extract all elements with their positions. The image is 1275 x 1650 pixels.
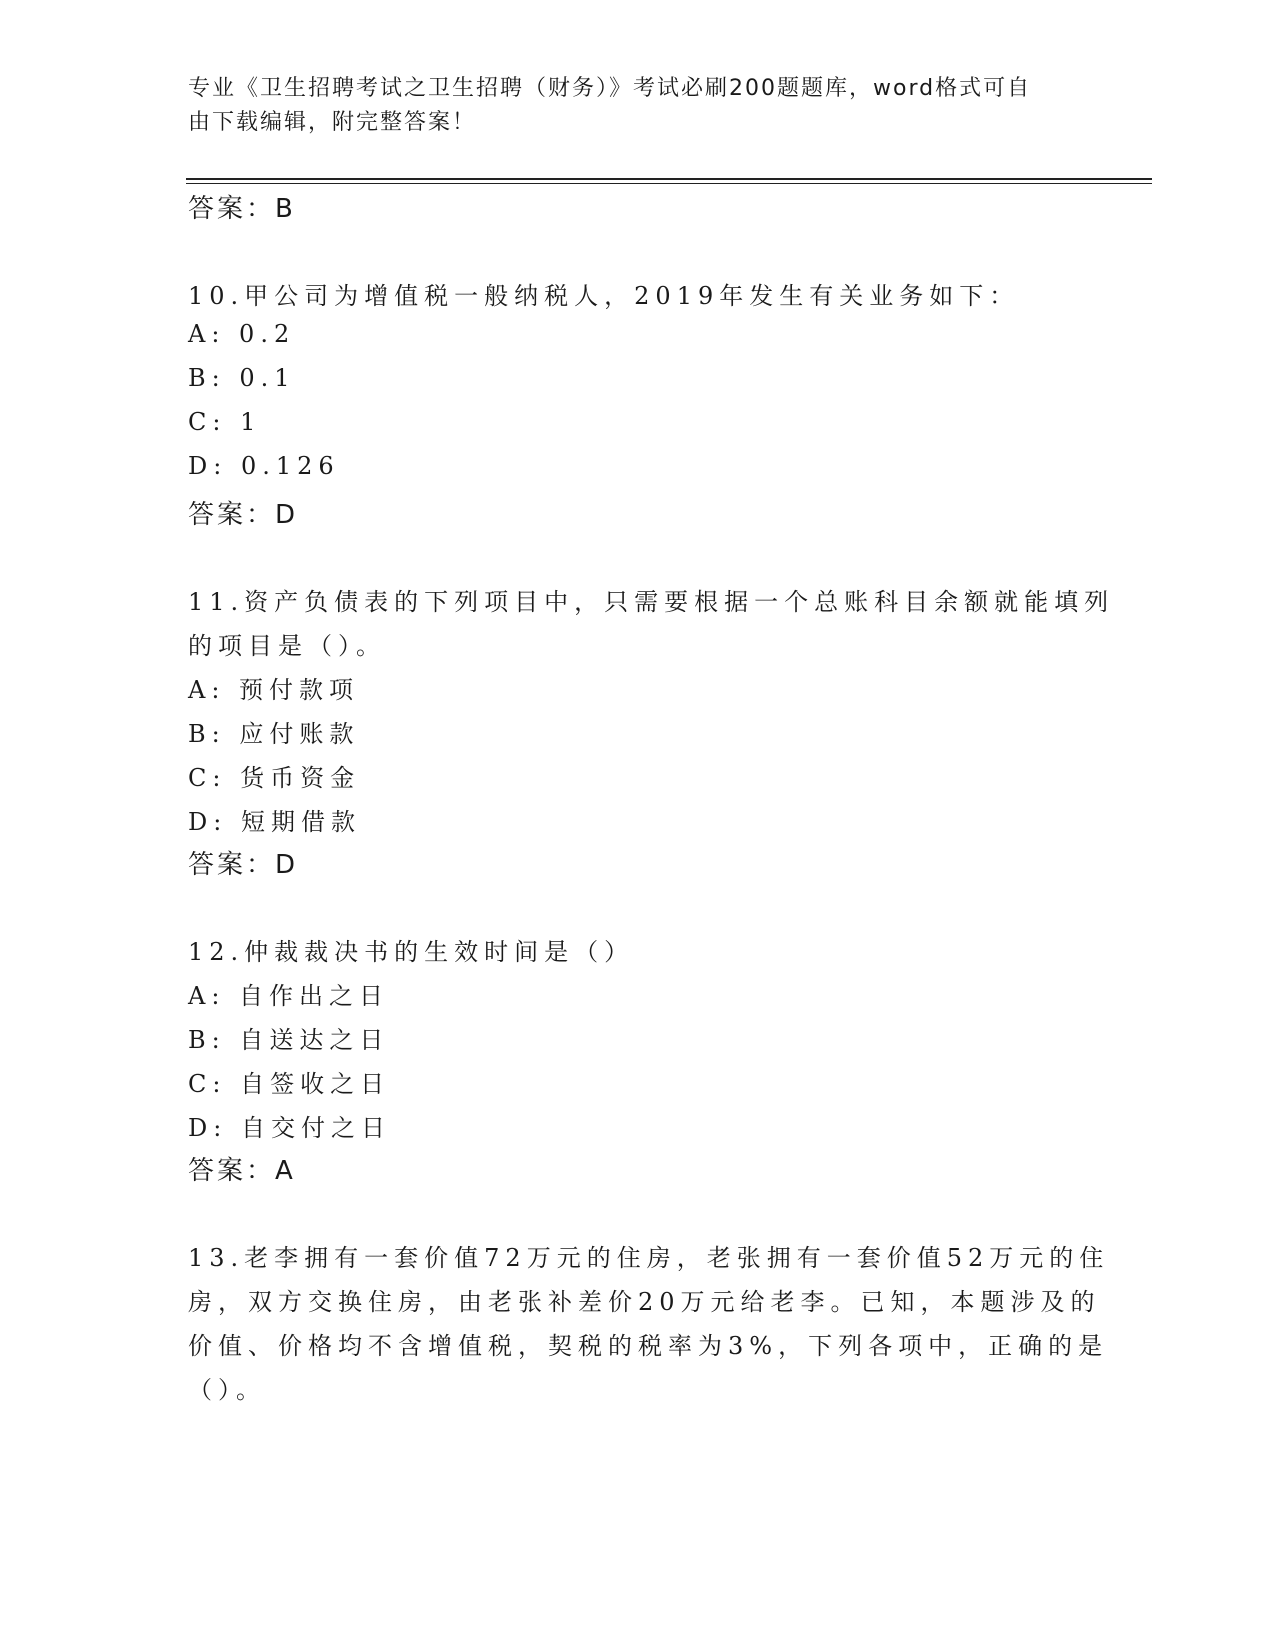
question-10-option-a: A: 0.2 [188, 320, 296, 348]
question-11-stem-line-2: 的项目是（）。 [188, 632, 386, 660]
question-11-stem-line-1: 11.资产负债表的下列项目中，只需要根据一个总账科目余额就能填列 [188, 588, 1115, 616]
question-10-answer: 答案：D [188, 500, 299, 530]
question-12-stem: 12.仲裁裁决书的生效时间是（） [188, 938, 635, 966]
question-10-option-d: D: 0.126 [188, 452, 340, 480]
header-rule-thin [186, 183, 1152, 184]
question-13-stem-line-2: 房，双方交换住房，由老张补差价20万元给老李。已知，本题涉及的 [188, 1288, 1101, 1316]
question-11-answer: 答案：D [188, 850, 299, 880]
question-12-answer: 答案：A [188, 1156, 296, 1186]
previous-answer: 答案：B [188, 194, 296, 224]
header-rule-thick [186, 178, 1152, 180]
question-13-stem-line-4: （）。 [188, 1376, 266, 1404]
question-10-option-b: B: 0.1 [188, 364, 296, 392]
question-13-stem-line-3: 价值、价格均不含增值税，契税的税率为3%，下列各项中，正确的是 [188, 1332, 1109, 1360]
question-10-stem: 10.甲公司为增值税一般纳税人，2019年发生有关业务如下： [188, 282, 1020, 310]
question-13-stem-line-1: 13.老李拥有一套价值72万元的住房，老张拥有一套价值52万元的住 [188, 1244, 1110, 1272]
question-11-option-a: A: 预付款项 [188, 676, 360, 704]
question-12-option-a: A: 自作出之日 [188, 982, 390, 1010]
header-line-1: 专业《卫生招聘考试之卫生招聘（财务）》考试必刷200题题库，word格式可自 [188, 76, 1032, 101]
question-11-option-b: B: 应付账款 [188, 720, 360, 748]
document-header [188, 72, 1088, 140]
question-10-option-c: C: 1 [188, 408, 262, 436]
question-12-option-d: D: 自交付之日 [188, 1114, 391, 1142]
question-12-option-b: B: 自送达之日 [188, 1026, 390, 1054]
question-11-option-d: D: 短期借款 [188, 808, 361, 836]
header-line-2: 由下载编辑，附完整答案！ [188, 110, 477, 135]
question-11-option-c: C: 货币资金 [188, 764, 361, 792]
question-12-option-c: C: 自签收之日 [188, 1070, 391, 1098]
